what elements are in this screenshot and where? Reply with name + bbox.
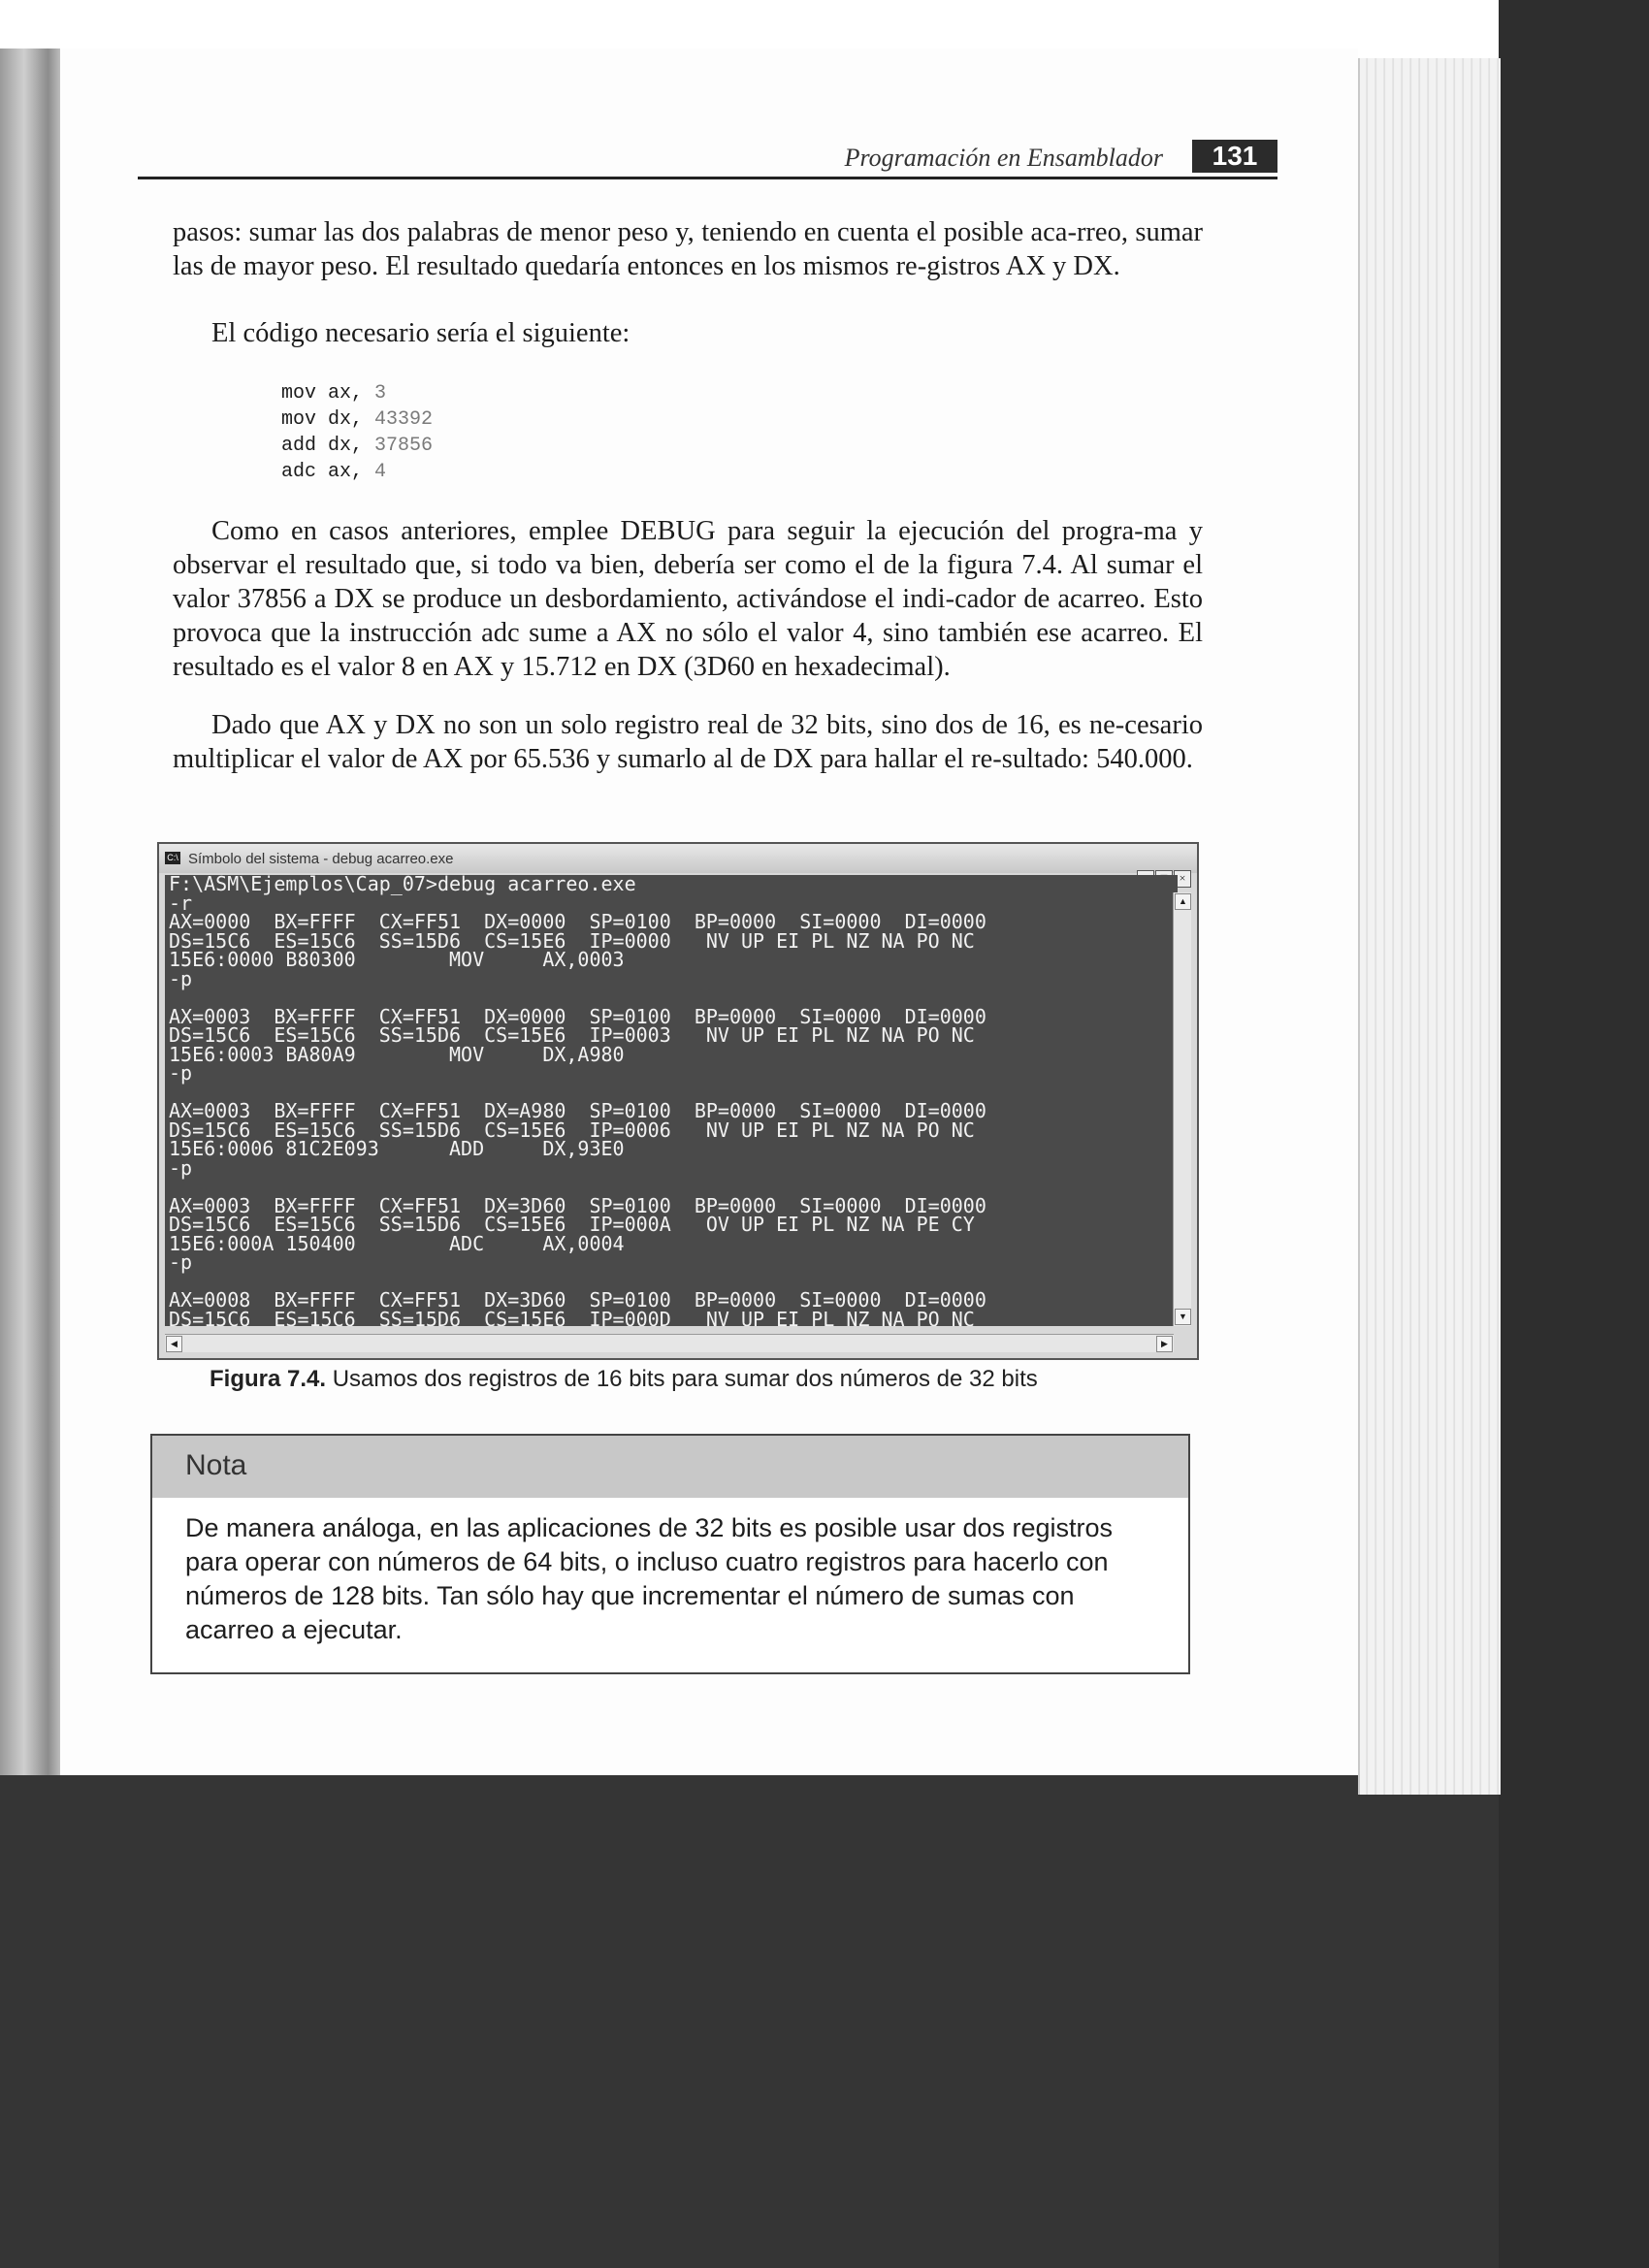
code-line: add dx, 37856 [281, 435, 434, 457]
horizontal-scrollbar[interactable] [165, 1334, 1174, 1352]
scan-edge-dark [1499, 0, 1649, 2268]
desk-background [0, 1775, 1649, 2268]
code-line: adc ax, 4 [281, 461, 387, 483]
code-line: mov ax, 3 [281, 382, 387, 405]
console-line: DS=15C6 ES=15C6 SS=15D6 CS=15E6 IP=000D NV UP EI PL NZ NA PO NC [169, 1307, 975, 1326]
console-line: DS=15C6 ES=15C6 SS=15D6 CS=15E6 IP=0003 NV UP EI PL NZ NA PO NC [169, 1023, 975, 1047]
cmd-icon: C:\ [165, 852, 180, 864]
console-line: 15E6:0006 81C2E093 ADD DX,93E0 [169, 1137, 625, 1160]
scroll-up-icon[interactable]: ▲ [1175, 893, 1191, 910]
paragraph-3 [173, 514, 1203, 684]
running-header [138, 138, 1277, 179]
note-box [150, 1434, 1190, 1674]
close-button[interactable]: × [1174, 870, 1191, 888]
console-window [157, 842, 1199, 1360]
book-spine [0, 49, 60, 1775]
console-line: 15E6:000A 150400 ADC AX,0004 [169, 1231, 625, 1255]
note-header [152, 1436, 1188, 1498]
book-page-edges [1358, 58, 1501, 1795]
console-line: 15E6:0000 B80300 MOV AX,0003 [169, 948, 625, 971]
console-line: -r [169, 891, 193, 915]
console-line: AX=0003 BX=FFFF CX=FF51 DX=3D60 SP=0100 BP=0000 SI=0000 DI=0000 [169, 1193, 986, 1217]
console-line: AX=0003 BX=FFFF CX=FF51 DX=0000 SP=0100 BP=0000 SI=0000 DI=0000 [169, 1004, 986, 1028]
note-text: De manera análoga, en las aplicaciones de 32 bits es posible usar dos registros para operar con números de 64 bits, o incluso cuatro registros para hacerlo con números de 128 bits. Tan sólo hay que incrementar el número de sumas con acarreo a ejecutar. [185, 1513, 1114, 1644]
running-title: Programación en Ensamblador [844, 144, 1163, 172]
console-title: Símbolo del sistema - debug acarreo.exe [188, 851, 454, 867]
page-number: 131 [1192, 140, 1277, 173]
figure-label: Figura 7.4. [210, 1366, 327, 1392]
console-line: -p [169, 966, 193, 990]
paragraph-2-text: El código necesario sería el siguiente: [211, 318, 630, 348]
console-line: -p [169, 1061, 193, 1085]
console-line: 15E6:0003 BA80A9 MOV DX,A980 [169, 1042, 625, 1066]
scroll-left-icon[interactable]: ◀ [166, 1336, 182, 1352]
console-titlebar[interactable] [159, 844, 1197, 873]
console-line: AX=0008 BX=FFFF CX=FF51 DX=3D60 SP=0100 BP=0000 SI=0000 DI=0000 [169, 1288, 986, 1312]
console-line: -p [169, 1250, 193, 1274]
scroll-right-icon[interactable]: ▶ [1156, 1336, 1173, 1352]
code-line: mov dx, 43392 [281, 408, 434, 431]
figure-caption [210, 1366, 1038, 1393]
paragraph-1-text: pasos: sumar las dos palabras de menor peso y, teniendo en cuenta el posible aca-rreo, sumar las de mayor peso. El resultado quedaría entonces en los mismos re-gistros AX y DX. [173, 217, 1203, 281]
paragraph-2 [211, 316, 1181, 350]
console-line: AX=0003 BX=FFFF CX=FF51 DX=A980 SP=0100 BP=0000 SI=0000 DI=0000 [169, 1099, 986, 1122]
vertical-scrollbar[interactable] [1173, 892, 1191, 1326]
figure-text: Usamos dos registros de 16 bits para sumar dos números de 32 bits [332, 1366, 1038, 1392]
console-line: DS=15C6 ES=15C6 SS=15D6 CS=15E6 IP=0000 NV UP EI PL NZ NA PO NC [169, 928, 975, 953]
code-listing [281, 380, 433, 485]
console-output[interactable] [165, 875, 1178, 1326]
scroll-down-icon[interactable]: ▼ [1175, 1309, 1191, 1325]
console-line: AX=0000 BX=FFFF CX=FF51 DX=0000 SP=0100 BP=0000 SI=0000 DI=0000 [169, 910, 986, 933]
console-line: DS=15C6 ES=15C6 SS=15D6 CS=15E6 IP=0006 NV UP EI PL NZ NA PO NC [169, 1118, 975, 1142]
console-line: -p [169, 1155, 193, 1180]
paragraph-4-text: Dado que AX y DX no son un solo registro real de 32 bits, sino dos de 16, es ne-cesario multiplicar el valor de AX por 65.536 y sumarlo al de DX para hallar el re-sultado: 540.000. [173, 710, 1203, 774]
paragraph-3-text: Como en casos anteriores, emplee DEBUG para seguir la ejecución del progra-ma y observar el resultado que, si todo va bien, debería ser como el de la figura 7.4. Al sumar el valor 37856 a DX se produce un desbordamiento, activándose el indi-cador de acarreo. Esto provoca que la instrucción adc sume a AX no sólo el valor 4, sino también ese acarreo. El resultado es el valor 8 en AX y 15.712 en DX (3D60 en hexadecimal). [173, 516, 1203, 682]
note-label: Nota [185, 1449, 247, 1481]
paragraph-4 [173, 708, 1203, 776]
paragraph-1 [173, 215, 1203, 283]
console-line: F:\ASM\Ejemplos\Cap_07>debug acarreo.exe [169, 875, 636, 895]
console-line: DS=15C6 ES=15C6 SS=15D6 CS=15E6 IP=000A OV UP EI PL NZ NA PE CY [169, 1213, 975, 1236]
